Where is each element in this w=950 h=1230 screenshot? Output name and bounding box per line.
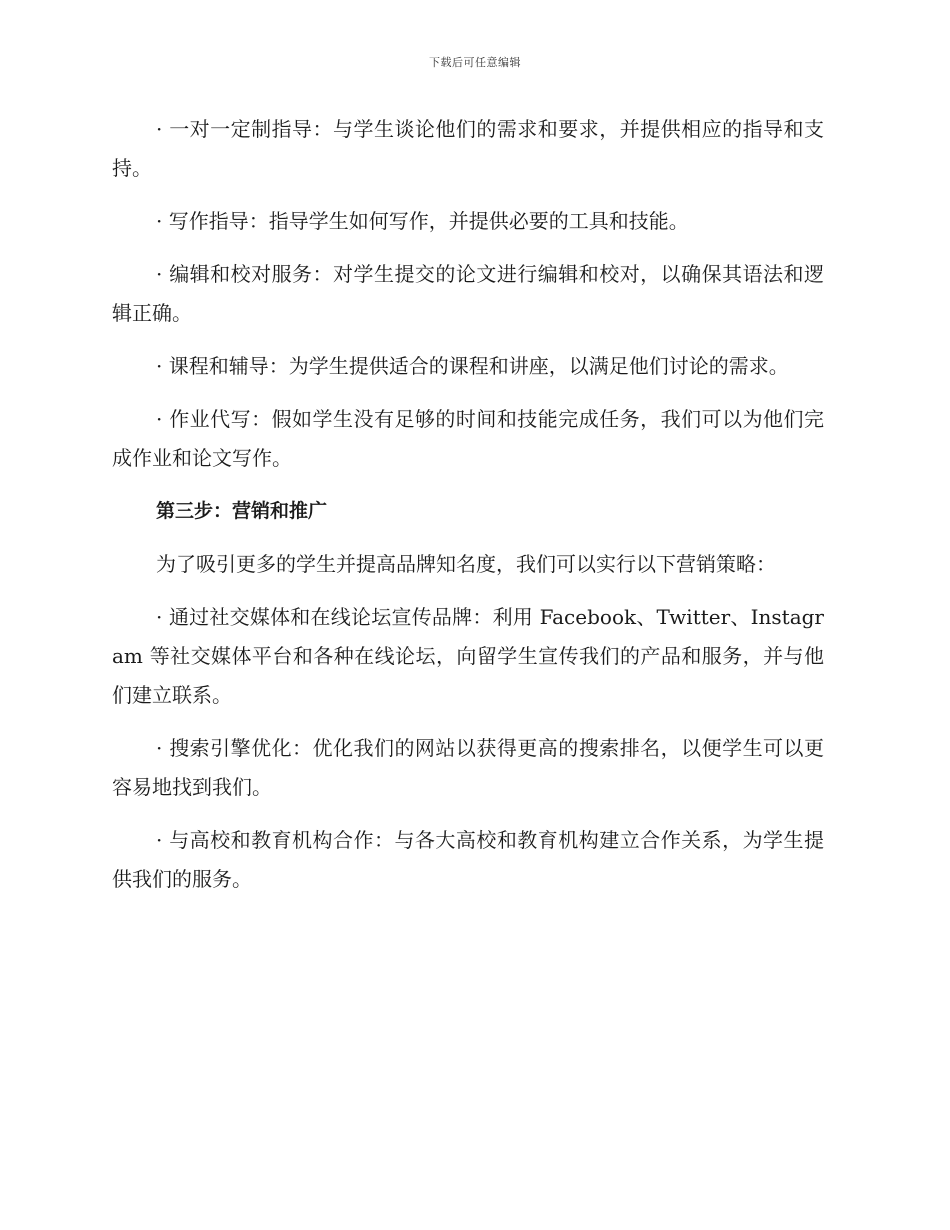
- bullet-seo: · 搜索引擎优化：优化我们的网站以获得更高的搜索排名，以便学生可以更容易地找到我们。: [112, 736, 824, 799]
- bullet-social-media: · 通过社交媒体和在线论坛宣传品牌：利用 Facebook、Twitter、Instagram 等社交媒体平台和各种在线论坛，向留学生宣传我们的产品和服务，并与他们建立联系。: [112, 605, 824, 707]
- page-header: 下载后可任意编辑: [429, 56, 521, 69]
- bullet-writing-guidance: · 写作指导：指导学生如何写作，并提供必要的工具和技能。: [156, 209, 689, 233]
- section-heading-marketing: 第三步：营销和推广: [156, 500, 328, 522]
- marketing-intro: 为了吸引更多的学生并提高品牌知名度，我们可以实行以下营销策略：: [156, 552, 776, 576]
- bullet-editing-proofreading: · 编辑和校对服务：对学生提交的论文进行编辑和校对，以确保其语法和逻辑正确。: [112, 262, 824, 325]
- bullet-university-partnership: · 与高校和教育机构合作：与各大高校和教育机构建立合作关系，为学生提供我们的服务。: [112, 828, 824, 891]
- bullet-one-on-one-guidance: · 一对一定制指导：与学生谈论他们的需求和要求，并提供相应的指导和支持。: [112, 117, 824, 180]
- document-body: [112, 110, 824, 913]
- bullet-courses-tutoring: · 课程和辅导：为学生提供适合的课程和讲座，以满足他们讨论的需求。: [156, 354, 789, 378]
- bullet-assignment-writing: · 作业代写：假如学生没有足够的时间和技能完成任务，我们可以为他们完成作业和论文写作。: [112, 407, 824, 470]
